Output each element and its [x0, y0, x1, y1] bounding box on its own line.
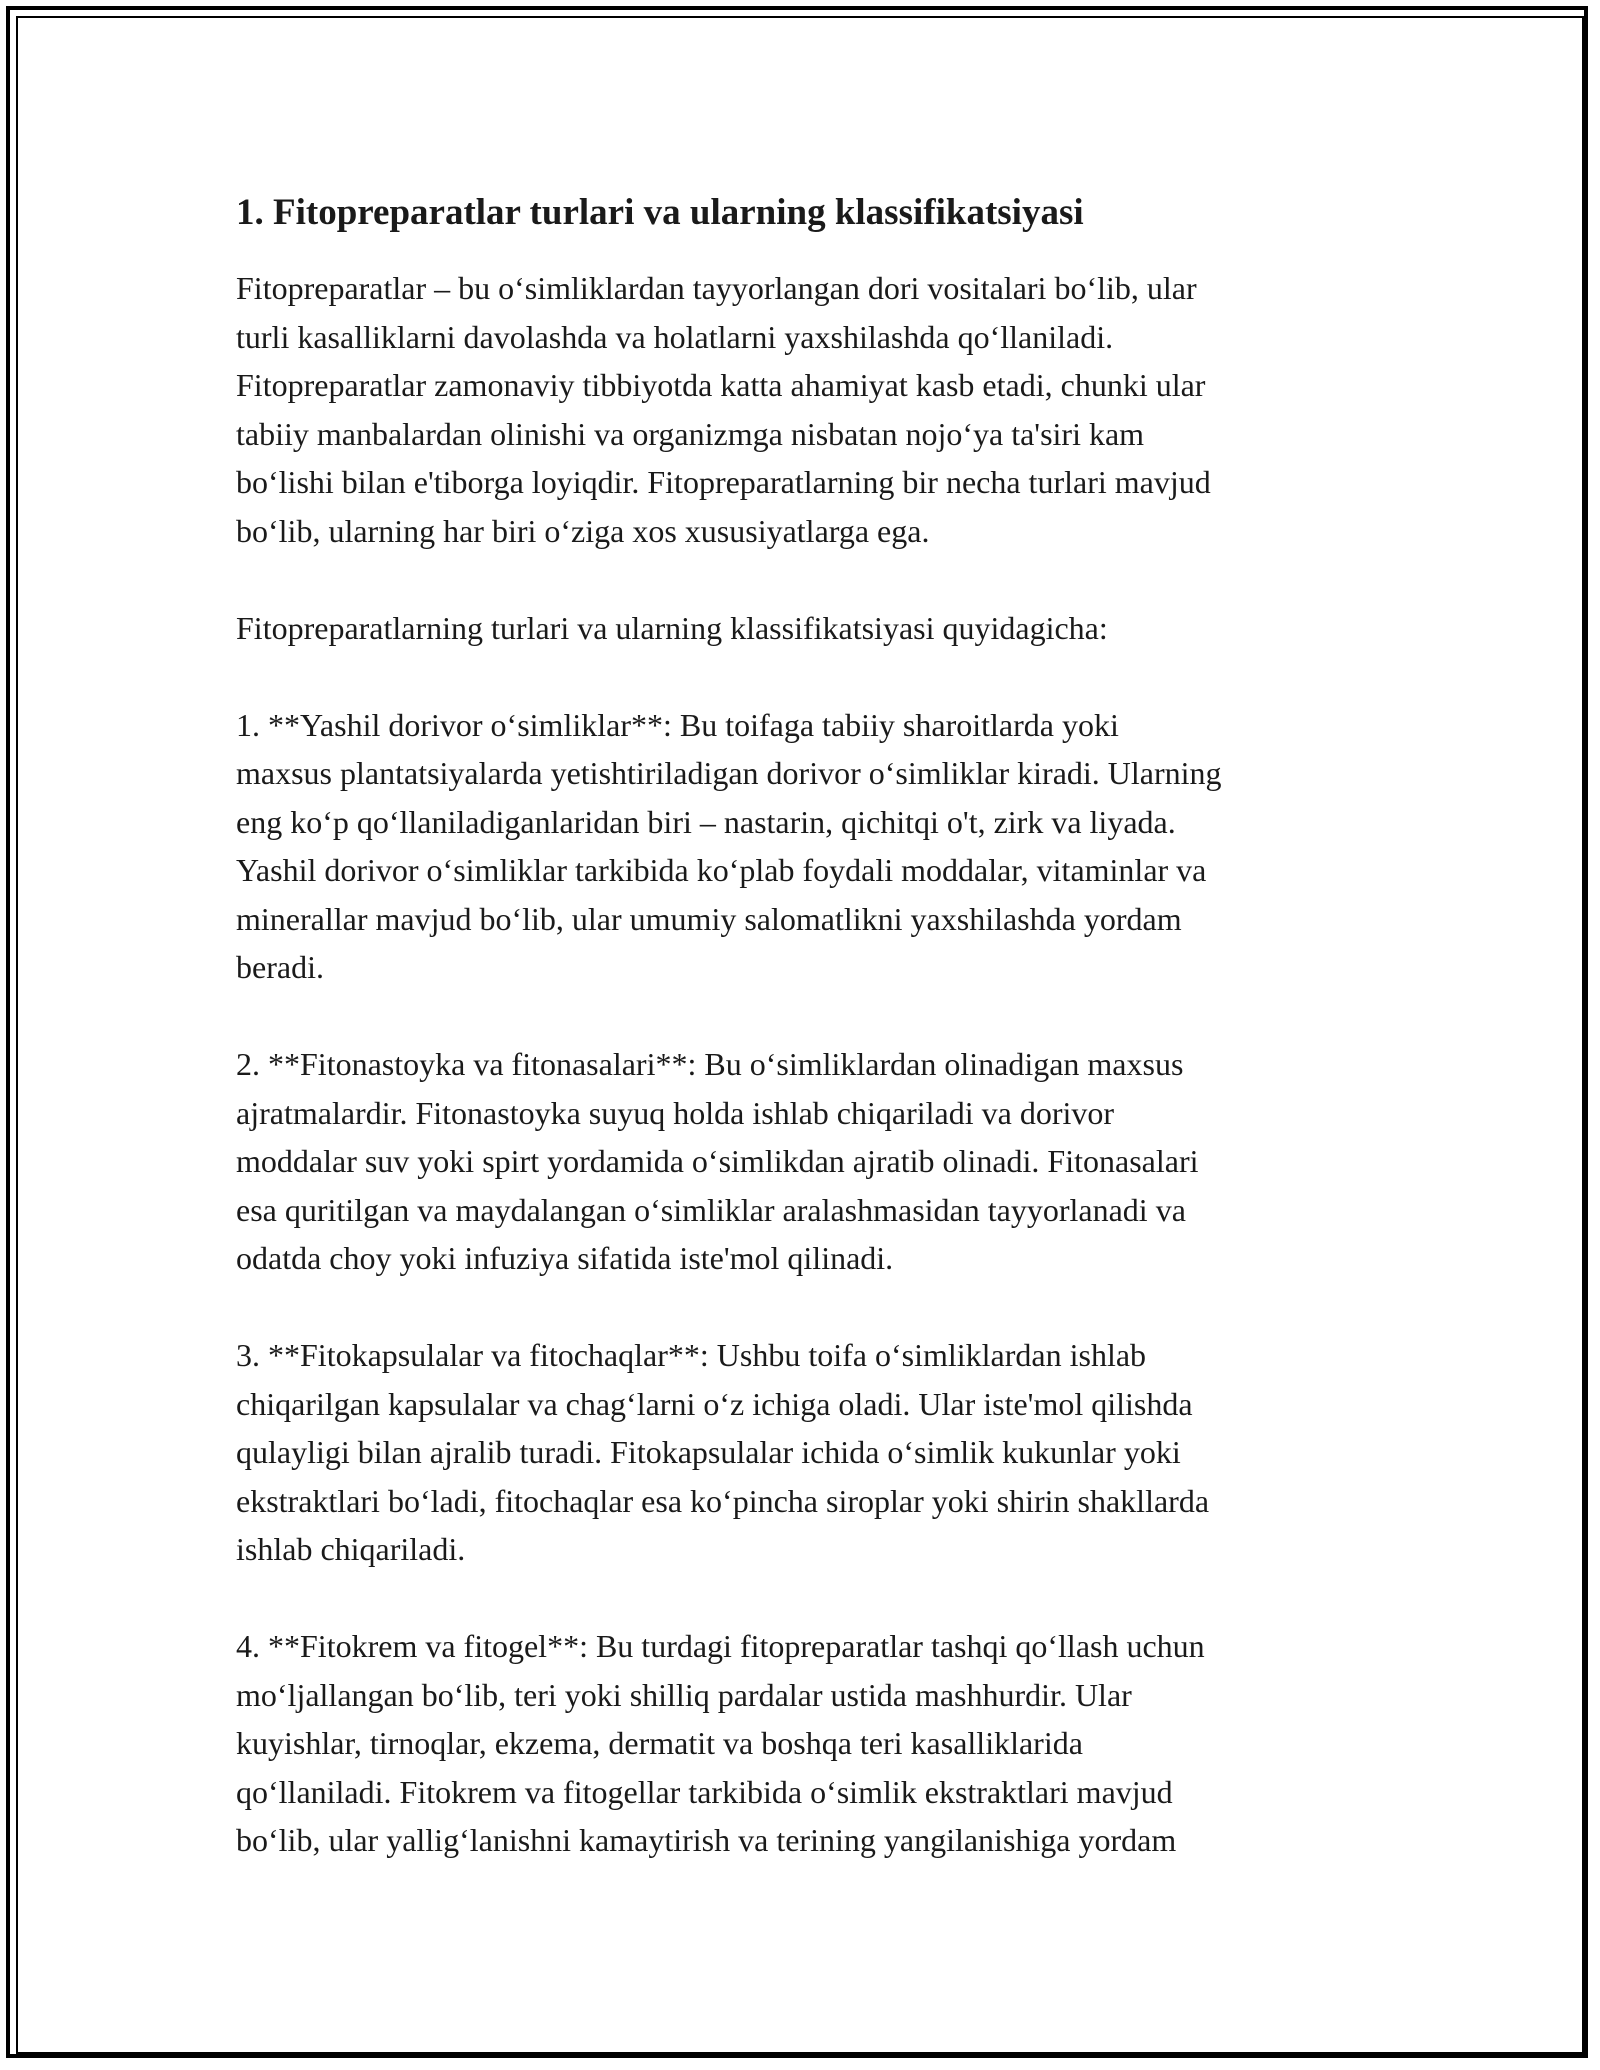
- paragraph-classification-lead: Fitopreparatlarning turlari va ularning klassifikatsiyasi quyidagicha:: [236, 609, 1108, 646]
- document-body: [236, 180, 1376, 1913]
- paragraph-item-4: 4. **Fitokrem va fitogel**: Bu turdagi fitopreparatlar tashqi qo‘llash uchun mo‘ljallangan bo‘lib, teri yoki shilliq pardalar ustida mashhurdir. Ular kuyishlar, tirnoqlar, ekzema, dermatit va boshqa teri kasalliklarida qo‘llaniladi. Fitokrem va fitogellar tarkibida o‘simlik ekstraktlari mavjud bo‘lib, ular yallig‘lanishni kamaytirish va terining yangilanishiga yordam: [236, 1628, 1205, 1858]
- paragraph-item-3: 3. **Fitokapsulalar va fitochaqlar**: Ushbu toifa o‘simliklardan ishlab chiqarilgan kapsulalar va chag‘larni o‘z ichiga oladi. Ular iste'mol qilishda qulayligi bilan ajralib turadi. Fitokapsulalar ichida o‘simlik kukunlar yoki ekstraktlari bo‘ladi, fitochaqlar esa ko‘pincha siroplar yoki shirin shakllarda ishlab chiqariladi.: [236, 1337, 1210, 1567]
- paragraph-intro: Fitopreparatlar – bu o‘simliklardan tayyorlangan dori vositalari bo‘lib, ular turli kasalliklarni davolashda va holatlarni yaxshilashda qo‘llaniladi. Fitopreparatlar zamonaviy tibbiyotda katta ahamiyat kasb etadi, chunki ular tabiiy manbalardan olinishi va organizmga nisbatan nojo‘ya ta'siri kam bo‘lishi bilan e'tiborga loyiqdir. Fitopreparatlarning bir necha turlari mavjud bo‘lib, ularning har biri o‘ziga xos xususiyatlarga ega.: [236, 270, 1211, 549]
- section-heading: 1. Fitopreparatlar turlari va ularning klassifikatsiyasi: [236, 192, 1084, 233]
- paragraph-item-2: 2. **Fitonastoyka va fitonasalari**: Bu o‘simliklardan olinadigan maxsus ajratmalardir. Fitonastoyka suyuq holda ishlab chiqariladi va dorivor moddalar suv yoki spirt yordamida o‘simlikdan ajratib olinadi. Fitonasalari esa quritilgan va maydalangan o‘simliklar aralashmasidan tayyorlanadi va odatda choy yoki infuziya sifatida iste'mol qilinadi.: [236, 1046, 1199, 1276]
- paragraph-item-1: 1. **Yashil dorivor o‘simliklar**: Bu toifaga tabiiy sharoitlarda yoki maxsus plantatsiyalarda yetishtiriladigan dorivor o‘simliklar kiradi. Ularning eng ko‘p qo‘llaniladiganlaridan biri – nastarin, qichitqi o't, zirk va liyada. Yashil dorivor o‘simliklar tarkibida ko‘plab foydali moddalar, vitaminlar va minerallar mavjud bo‘lib, ular umumiy salomatlikni yaxshilashda yordam beradi.: [236, 706, 1222, 985]
